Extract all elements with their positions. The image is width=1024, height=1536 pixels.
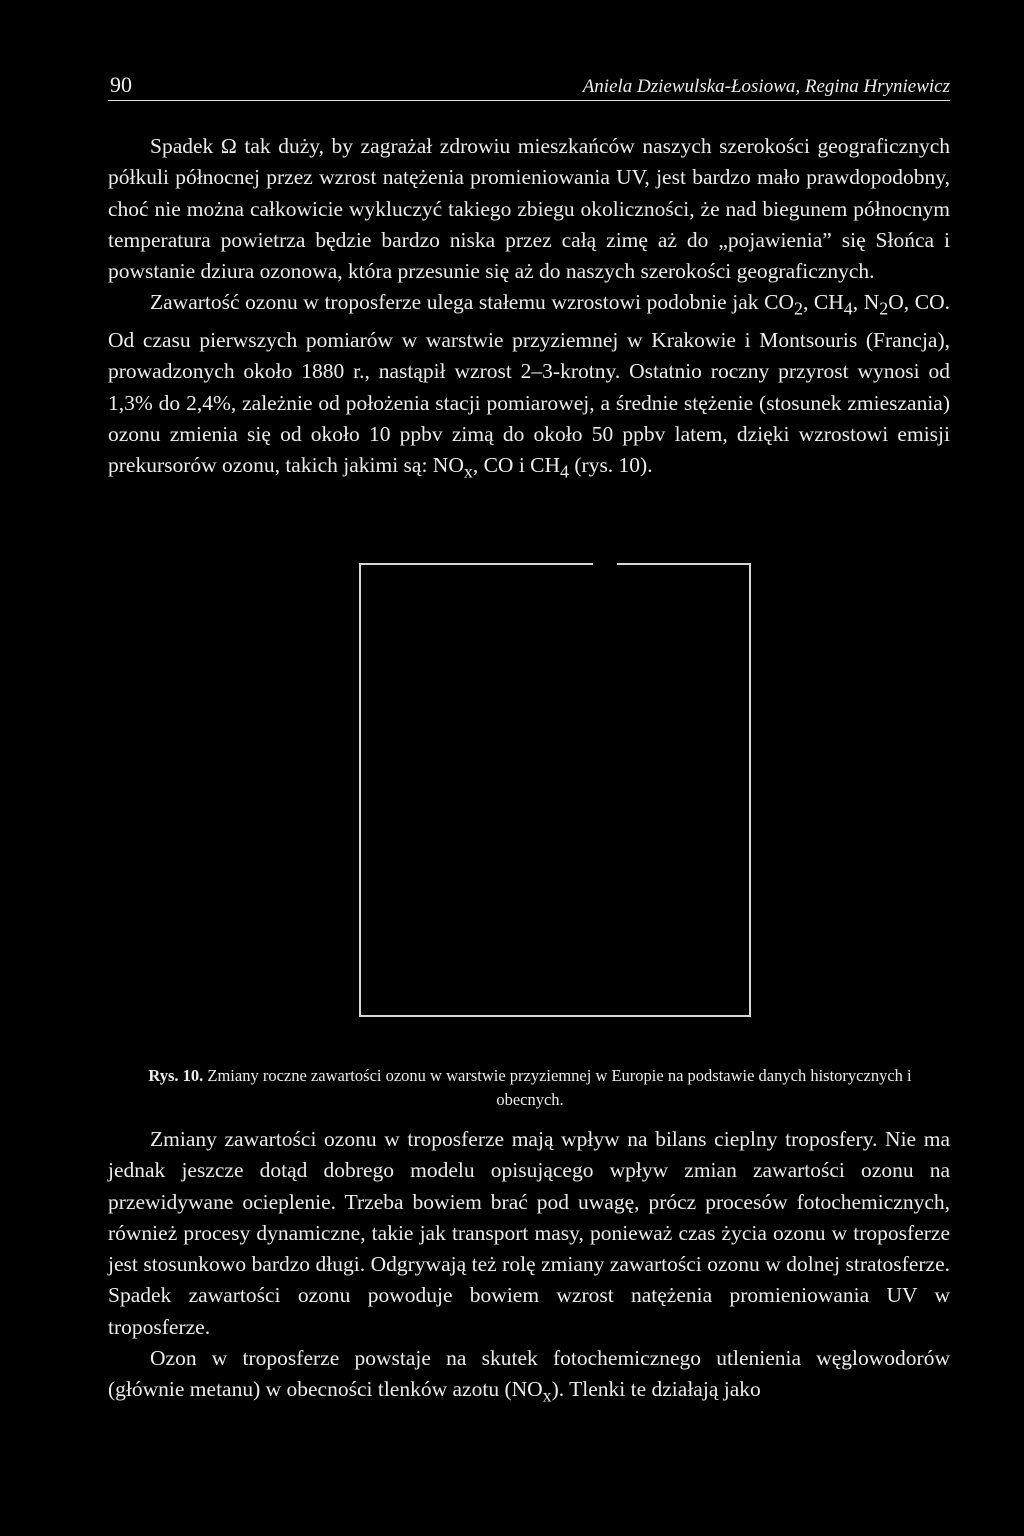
subscript: 4 <box>843 298 853 319</box>
subscript: 2 <box>793 298 803 319</box>
subscript: x <box>463 461 473 482</box>
subscript: 4 <box>560 461 569 482</box>
text-run: , CH <box>802 290 844 315</box>
text-run: , N <box>852 290 880 315</box>
caption-text: Zmiany roczne zawartości ozonu w warstwie przyziemnej w Europie na podstawie danych historycznych i obecnych. <box>203 1066 912 1109</box>
caption-number: Rys. 10. <box>148 1066 204 1085</box>
running-head: Aniela Dziewulska-Łosiowa, Regina Hryniewicz <box>582 76 950 97</box>
body-text-top <box>108 131 950 488</box>
page-header <box>108 68 950 101</box>
subscript: x <box>542 1385 552 1406</box>
figure-border-gap <box>593 562 617 567</box>
figure-caption <box>140 1064 920 1112</box>
figure-frame <box>359 563 751 1017</box>
paragraph-1: Spadek Ω tak duży, by zagrażał zdrowiu mieszkańców naszych szerokości geograficznych półkuli północnej przez wzrost natężenia promieniowania UV, jest bardzo mało prawdopodobny, choć nie można całkowicie wykluczyć takiego zbiegu okoliczności, że nad biegunem północnym temperatura powietrza będzie bardzo niska przez całą zimę aż do „pojawienia” się Słońca i powstanie dziura ozonowa, która przesunie się aż do naszych szerokości geograficznych. <box>108 134 950 284</box>
paragraph-3: Zmiany zawartości ozonu w troposferze mają wpływ na bilans cieplny troposfery. Nie ma jednak jeszcze dotąd dobrego modelu opisującego wpływ zmian zawartości ozonu na przewidywane ocieplenie. Trzeba bowiem brać pod uwagę, prócz procesów fotochemicznych, również procesy dynamiczne, takie jak transport masy, ponieważ czas życia ozonu w troposferze jest stosunkowo bardzo długi. Odgrywają też rolę zmiany zawartości ozonu w dolnej stratosferze. Spadek zawartości ozonu powoduje bowiem wzrost natężenia promieniowania UV w troposferze. <box>108 1127 950 1339</box>
body-text-bottom <box>108 1124 950 1412</box>
text-run: , CO i CH <box>472 453 561 478</box>
text-run: ). Tlenki te działają jako <box>551 1377 761 1402</box>
paragraph-4 <box>108 1343 950 1412</box>
text-run: Zawartość ozonu w troposferze ulega stałemu wzrostowi podobnie jak CO <box>150 290 794 315</box>
paragraph-2 <box>108 287 950 487</box>
text-run: O, CO. Od czasu pierwszych pomiarów w warstwie przyziemnej w Krakowie i Montsouris (Francja), prowadzonych około 1880 r., nastąpił wzrost 2–3-krotny. Ostatnio roczny przyrost wynosi od 1,3% do 2,4%, zależnie od położenia stacji pomiarowej, a średnie stężenie (stosunek zmieszania) ozonu zmienia się od około 10 ppbv zimą do około 50 ppbv latem, dzięki wzrostowi emisji prekursorów ozonu, takich jakimi są: NO <box>108 290 950 478</box>
text-run: (rys. 10). <box>569 453 653 478</box>
page-number: 90 <box>110 72 132 97</box>
subscript: 2 <box>879 298 889 319</box>
text-run: Ozon w troposferze powstaje na skutek fotochemicznego utlenienia węglowodorów (głównie metanu) w obecności tlenków azotu (NO <box>108 1346 950 1402</box>
